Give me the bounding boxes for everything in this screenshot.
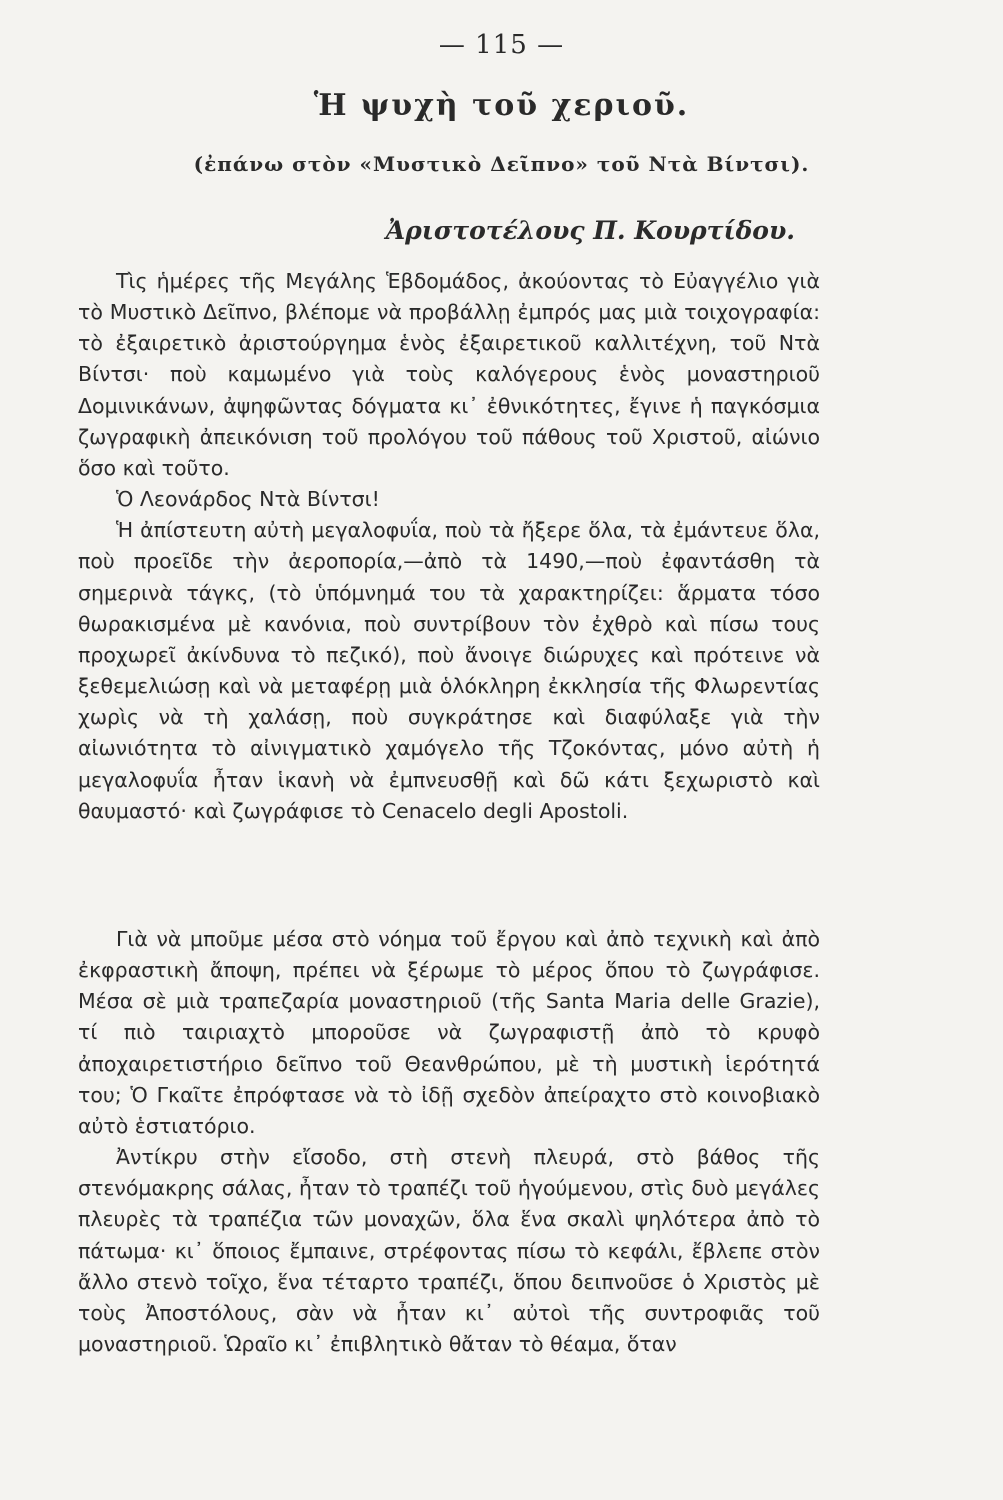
article-title: Ἡ ψυχὴ τοῦ χεριοῦ.	[313, 88, 690, 123]
text-block-second	[78, 924, 820, 1360]
paragraph: Γιὰ νὰ μποῦμε μέσα στὸ νόημα τοῦ ἔργου καὶ ἀπὸ τεχνικὴ καὶ ἀπὸ ἐκφραστικὴ ἄποψη, πρέπει νὰ ξέρωμε τὸ μέρος ὅπου τὸ ζωγράφισε. Μέσα σὲ μιὰ τραπεζαρία μοναστηριοῦ (τῆς Santa Maria delle Grazie), τί πιὸ ταιριαχτὸ μποροῦσε νὰ ζωγραφιστῇ ἀπὸ τὸ κρυφὸ ἀποχαιρετιστήριο δεῖπνο τοῦ Θεανθρώπου, μὲ τὴ μυστικὴ ἱερότητά του; Ὁ Γκαῖτε ἐπρόφτασε νὰ τὸ ἰδῇ σχεδὸν ἀπείραχτο στὸ κοινοβιακὸ αὐτὸ ἑστιατόριο.	[78, 927, 820, 1138]
article-author: Ἀριστοτέλους Π. Κουρτίδου.	[385, 216, 795, 245]
paragraph: Ἀντίκρυ στὴν εἴσοδο, στὴ στενὴ πλευρά, στὸ βάθος τῆς στενόμακρης σάλας, ἦταν τὸ τραπέζι τοῦ ἡγούμενου, στὶς δυὸ μεγάλες πλευρὲς τὰ τραπέζια τῶν μοναχῶν, ὅλα ἕνα σκαλὶ ψηλότερα ἀπὸ τὸ πάτωμα· κι᾿ ὅποιος ἔμπαινε, στρέφοντας πίσω τὸ κεφάλι, ἔβλεπε στὸν ἄλλο στενὸ τοῖχο, ἕνα τέταρτο τραπέζι, ὅπου δειπνοῦσε ὁ Χριστὸς μὲ τοὺς Ἀποστόλους, σὰν νὰ ἦταν κι᾿ αὐτοὶ τῆς συντροφιᾶς τοῦ μοναστηριοῦ. Ὡραῖο κι᾿ ἐπιβλητικὸ θἄταν τὸ θέαμα, ὅταν	[78, 1145, 820, 1357]
text-block-first	[78, 266, 820, 827]
paragraph: Τὶς ἡμέρες τῆς Μεγάλης Ἑβδομάδος, ἀκούοντας τὸ Εὐαγγέλιο γιὰ τὸ Μυστικὸ Δεῖπνο, βλέπομε νὰ προβάλλῃ ἐμπρός μας μιὰ τοιχογραφία: τὸ ἐξαιρετικὸ ἀριστούργημα ἑνὸς ἐξαιρετικοῦ καλλιτέχνη, τοῦ Ντὰ Βίντσι· ποὺ καμωμένο γιὰ τοὺς καλόγερους ἑνὸς μοναστηριοῦ Δομινικάνων, ἀψηφῶντας δόγματα κι᾿ ἐθνικότητες, ἔγινε ἡ παγκόσμια ζωγραφικὴ ἀπεικόνιση τοῦ προλόγου τοῦ πάθους τοῦ Χριστοῦ, αἰώνιο ὅσο καὶ τοῦτο.	[78, 269, 820, 480]
page-number: — 115 —	[438, 30, 565, 60]
paragraph: Ἡ ἀπίστευτη αὐτὴ μεγαλοφυΐα, ποὺ τὰ ἤξερε ὅλα, τὰ ἐμάντευε ὅλα, ποὺ προεῖδε τὴν ἀεροπορία,—ἀπὸ τὰ 1490,—ποὺ ἐφαντάσθη τὰ σημερινὰ τάγκς, (τὸ ὑπόμνημά του τὰ χαρακτηρίζει: ἅρματα τόσο θωρακισμένα μὲ κανόνια, ποὺ συντρίβουν τὸν ἐχθρὸ καὶ πίσω τους προχωρεῖ ἀκίνδυνα τὸ πεζικό), ποὺ ἄνοιγε διώρυχες καὶ πρότεινε νὰ ξεθεμελιώσῃ καὶ νὰ μεταφέρῃ μιὰ ὁλόκληρη ἐκκλησία τῆς Φλωρεντίας χωρὶς νὰ τὴ χαλάσῃ, ποὺ συγκράτησε καὶ διαφύλαξε γιὰ τὴν αἰωνιότητα τὸ αἰνιγματικὸ χαμόγελο τῆς Τζοκόντας, μόνο αὐτὴ ἡ μεγαλοφυΐα ἦταν ἱκανὴ νὰ ἐμπνευσθῇ καὶ δῶ κάτι ξεχωριστὸ καὶ θαυμαστό· καὶ ζωγράφισε τὸ Cenacelo degli Apostoli.	[78, 518, 820, 823]
paragraph: Ὁ Λεονάρδος Ντὰ Βίντσι!	[116, 487, 380, 512]
article-subtitle: (ἐπάνω στὸν «Μυστικὸ Δεῖπνο» τοῦ Ντὰ Βίντσι).	[193, 152, 810, 176]
